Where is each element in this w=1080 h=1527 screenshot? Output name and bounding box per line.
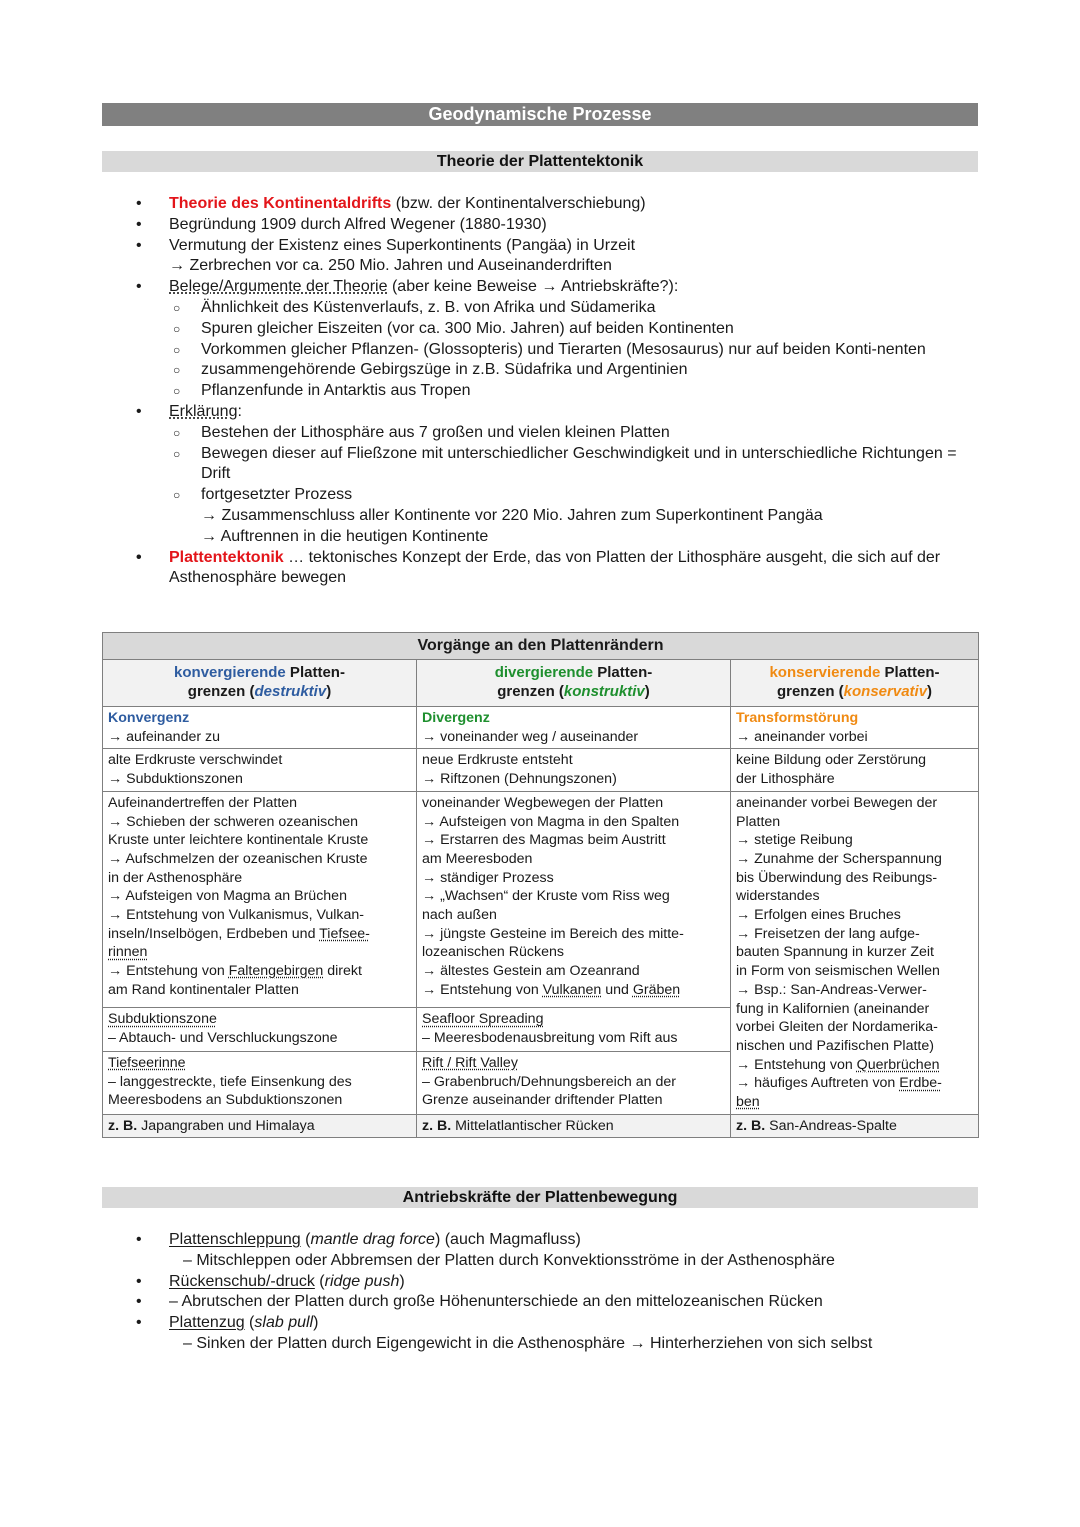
cell-text: – Grabenbruch/Dehnungsbereich an der [422,1073,676,1090]
cell-text: → stetige Reibung [736,832,853,849]
cell-text: Aufeinandertreffen der Platten [108,794,298,811]
cell-text: Kruste unter leichtere kontinentale Kruste [108,832,369,849]
cell-text: Platten [736,813,781,830]
underlined-term: Plattenzug [169,1314,245,1332]
underlined-term: Faltengebirgen [228,963,324,980]
cell-term: Divergenz [422,710,490,726]
list-item [102,402,978,548]
cell-text: lozeanischen Rückens [422,944,564,961]
column-header-convergent [103,660,417,707]
cell-text: bauten Spannung in kurzer Zeit [736,944,934,961]
underlined-term: Vulkanen [542,981,602,998]
header-term: destruktiv [254,683,327,700]
underlined-term: Erdbe- [899,1075,942,1092]
cell-text: → „Wachsen“ der Kruste vom Riss weg [422,888,670,905]
cell-text: aneinander vorbei Bewegen der [736,794,938,811]
header-term: konstruktiv [563,683,645,700]
evidence-sublist [169,298,978,402]
table-cell [417,791,731,1008]
cell-text: → aneinander vorbei [736,728,868,745]
underlined-term: Tiefsee- [319,925,370,942]
list-item [102,277,978,402]
cell-term: Rift / Rift Valley [422,1054,518,1071]
list-item-text: – Mitschleppen oder Abbremsen der Platten durch Konvektionsströme in der Asthenosphäre [183,1251,835,1269]
cell-text: nischen und Pazifischen Platte) [736,1037,934,1054]
cell-text: bis Überwindung des Reibungs- [736,869,938,886]
list-item [102,1230,978,1272]
underlined-term: rinnen [108,944,148,961]
cell-text: → Erstarren des Magmas beim Austritt [422,832,666,849]
cell-text: → Bsp.: San-Andreas-Verwer- [736,981,927,998]
cell-term: Transformstörung [736,710,859,726]
cell-text: → häufiges Auftreten von [736,1075,900,1092]
forces-list [102,1230,978,1355]
cell-text: am Rand kontinentaler Platten [108,981,299,998]
example-label: z. B. [422,1117,452,1134]
list-item-text: ) [313,1314,319,1332]
cell-term: Subduktionszone [108,1011,217,1028]
page-title: Geodynamische Prozesse [102,103,978,126]
list-item-text: ( [244,1314,255,1332]
cell-text: nach außen [422,907,497,924]
table-cell [103,749,417,791]
cell-text: → Riftzonen (Dehnungszonen) [422,771,617,788]
table-cell [103,707,417,749]
list-item-text: … tektonisches Konzept der Erde, das von Platten der Lithosphäre ausgeht, die sich auf der Asthenosphäre bewegen [169,548,941,587]
header-text: grenzen ( [187,683,255,700]
sublist-item: ○ zusammengehörende Gebirgszüge in z.B. Südafrika und Argentinien [169,360,978,381]
list-item [102,548,978,590]
cell-text: → Erfolgen eines Bruches [736,907,901,924]
cell-text: → Freisetzen der lang aufge- [736,925,920,942]
header-text: Platten- [880,664,940,682]
cell-text: und [601,981,633,998]
table-cell [731,791,979,1114]
cell-text: inseln/Inselbögen, Erdbeben und [108,925,320,942]
example-label: z. B. [736,1117,766,1134]
section-heading-forces: Antriebskräfte der Plattenbewegung [102,1187,978,1208]
list-item [102,1313,978,1355]
sublist-item: ○ Spuren gleicher Eiszeiten (vor ca. 300 Mio. Jahren) auf beiden Kontinenten [169,319,978,340]
header-text: ) [927,683,933,700]
header-term: divergierende [494,664,594,682]
italic-term: ridge push [324,1272,400,1290]
cell-text-line [108,962,411,981]
underlined-term: Gräben [632,981,681,998]
cell-text: → Entstehung von Vulkanismus, Vulkan- [108,907,365,924]
list-item-text: – Abrutschen der Platten durch große Höhenunterschiede an den mittelozeanischen Rücken [169,1293,823,1311]
example-text: Japangraben und Himalaya [137,1117,315,1134]
underlined-term: Rückenschub/-druck [169,1272,315,1290]
section-heading-theory: Theorie der Plattentektonik [102,151,978,172]
highlight-term: Plattentektonik [169,548,284,566]
list-item-text: ) (auch Magmafluss) [434,1231,581,1248]
list-item-text: (aber keine Beweise → Antriebskräfte?): [387,278,679,296]
cell-text: fung in Kalifornien (aneinander [736,1000,930,1017]
explanation-sublist [169,423,978,548]
table-cell [103,791,417,1008]
column-header-conservative [731,660,979,707]
cell-text: der Lithosphäre [736,771,835,788]
underlined-term: Plattenschleppung [169,1231,301,1248]
underlined-term: Erklärung [169,402,238,420]
example-cell [103,1114,417,1138]
sublist-item: ○ Pflanzenfunde in Antarktis aus Tropen [169,381,978,402]
table-cell [417,1008,731,1052]
cell-text-line [736,1074,973,1093]
cell-text: Grenze auseinander driftender Platten [422,1092,663,1109]
list-item-text: ) [399,1272,405,1290]
table-cell [731,707,979,749]
italic-term: slab pull [254,1314,314,1332]
sublist-item: ○ Vorkommen gleicher Pflanzen- (Glossopteris) und Tierarten (Mesosaurus) nur auf beiden Konti-nenten [169,340,978,361]
cell-text: → Zunahme der Scherspannung [736,850,942,867]
example-cell [417,1114,731,1138]
cell-text: in Form von seismischen Wellen [736,963,940,980]
header-term: konservativ [843,683,928,700]
cell-text-line [422,981,725,1000]
cell-text: → jüngste Gesteine im Bereich des mitte- [422,925,684,942]
list-item-text-line [169,1230,978,1251]
cell-text: vorbei Gleiten der Nordamerika- [736,1019,938,1036]
cell-text: → Entstehung von [108,963,229,980]
table-cell [103,1051,417,1114]
header-term: konservierende [769,664,881,682]
sublist-item-text: → Zusammenschluss aller Kontinente vor 220 Mio. Jahren zum Superkontinent Pangäa [201,506,823,524]
table-cell [417,749,731,791]
sublist-item: ○ Bestehen der Lithosphäre aus 7 großen und vielen kleinen Platten [169,423,978,444]
list-item-text: ( [314,1272,325,1290]
table-cell [417,707,731,749]
list-item-text: – Sinken der Platten durch Eigengewicht in die Asthenosphäre → Hinterherziehen von sich selbst [183,1334,873,1352]
cell-text: → Aufsteigen von Magma an Brüchen [108,888,347,905]
plate-boundaries-table [102,632,979,1138]
cell-text: → Aufschmelzen der ozeanischen Kruste [108,850,368,867]
cell-text: → Aufsteigen von Magma in den Spalten [422,813,680,830]
list-item-text-line [169,1313,978,1334]
header-text: ) [326,683,332,700]
sublist-item: ○ Ähnlichkeit des Küstenverlaufs, z. B. von Afrika und Südamerika [169,298,978,319]
header-text: grenzen ( [497,683,564,700]
column-header-divergent [417,660,731,707]
italic-term: mantle drag force [310,1231,435,1248]
cell-text: → Subduktionszonen [108,771,243,788]
cell-text: → Schieben der schweren ozeanischen [108,813,359,830]
table-cell [417,1051,731,1114]
cell-text: → ständiger Prozess [422,869,554,886]
cell-text: voneinander Wegbewegen der Platten [422,794,664,811]
example-text: Mittelatlantischer Rücken [451,1117,614,1134]
example-label: z. B. [108,1117,138,1134]
underlined-term: Querbrüchen [856,1056,940,1073]
cell-text: – langgestreckte, tiefe Einsenkung des [108,1073,352,1090]
highlight-term: Theorie des Kontinentaldrifts [169,195,392,212]
list-item [102,1272,978,1293]
cell-text: direkt [323,963,362,980]
list-item-text: ( [300,1231,311,1248]
cell-text: keine Bildung oder Zerstörung [736,752,927,769]
cell-term: Tiefseerinne [108,1054,186,1071]
list-item-text: • Vermutung der Existenz eines Superkontinents (Pangäa) in Urzeit [169,236,636,254]
table-cell [731,749,979,791]
list-item [102,215,978,236]
header-text: grenzen ( [776,683,844,700]
list-item [102,1292,978,1313]
cell-term: Konvergenz [108,710,190,726]
list-item-text: (bzw. der Kontinentalverschiebung) [391,195,646,212]
underlined-term: ben [736,1094,760,1111]
cell-text: → voneinander weg / auseinander [422,728,639,745]
cell-text: → Entstehung von [422,981,543,998]
header-text: ) [644,683,650,700]
list-item-text: : [237,402,242,420]
list-item-text: Begründung 1909 durch Alfred Wegener (1880-1930) [169,215,547,233]
list-item-text: → Zerbrechen vor ca. 250 Mio. Jahren und Auseinanderdriften [169,257,612,275]
sublist-item-text: ○ fortgesetzter Prozess [201,486,353,504]
cell-text: → aufeinander zu [108,728,220,745]
cell-text: → Entstehung von [736,1056,857,1073]
cell-text-line [736,1056,973,1075]
sublist-item [169,485,978,547]
sublist-item: ○ Bewegen dieser auf Fließzone mit unterschiedlicher Geschwindigkeit und in unterschiedliche Richtungen = Drift [169,444,978,486]
theory-list [102,194,978,589]
cell-text: am Meeresboden [422,850,533,867]
example-text: San-Andreas-Spalte [765,1117,897,1134]
cell-text-line [108,925,411,944]
cell-text: → ältestes Gestein am Ozeanrand [422,963,640,980]
sublist-item-text: → Auftrennen in die heutigen Kontinente [201,527,489,545]
cell-text: alte Erdkruste verschwindet [108,752,283,769]
table-title: Vorgänge an den Plattenrändern [103,633,979,660]
list-item [102,194,978,215]
cell-text: widerstandes [736,888,820,905]
example-cell [731,1114,979,1138]
cell-text: Meeresbodens an Subduktionszonen [108,1092,343,1109]
header-text: Platten- [285,664,345,682]
list-item [102,236,978,278]
cell-term: Seafloor Spreading [422,1011,544,1028]
cell-text: – Meeresbodenausbreitung vom Rift aus [422,1030,678,1047]
cell-text: in der Asthenosphäre [108,869,243,886]
underlined-term: Belege/Argumente der Theorie [169,278,388,296]
header-term: konvergierende [174,664,286,682]
table-cell [103,1008,417,1052]
cell-text: – Abtauch- und Verschluckungszone [108,1030,338,1047]
cell-text: neue Erdkruste entsteht [422,752,573,769]
header-text: Platten- [593,664,653,682]
